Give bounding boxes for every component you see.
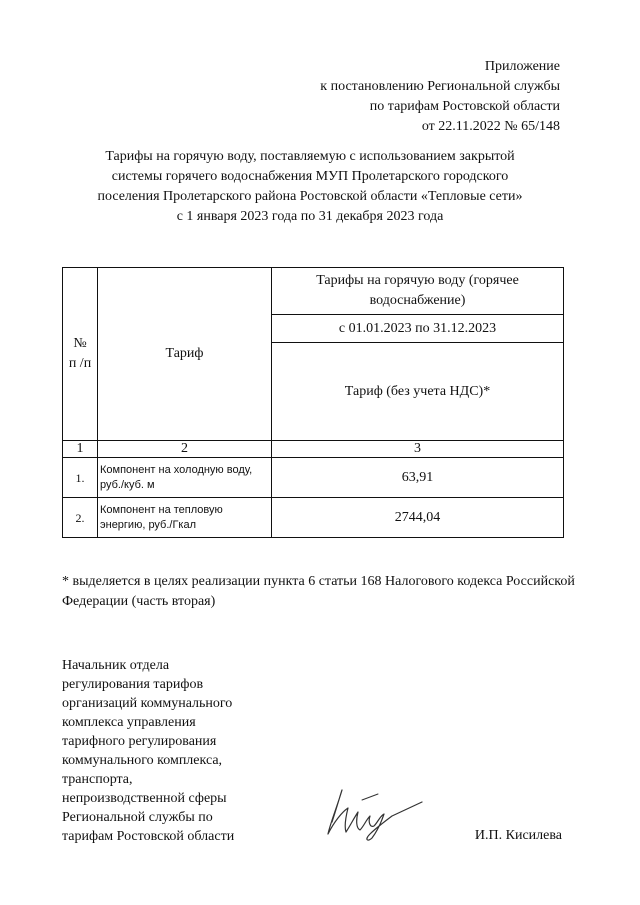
position-line: комплекса управления: [62, 715, 196, 730]
appendix-line: к постановлению Региональной службы: [320, 79, 560, 94]
footnote: * выделяется в целях реализации пункта 6 статьи 168 Налогового кодекса Российской Федерации (часть вторая): [62, 574, 575, 609]
title-line: Тарифы на горячую воду, поставляемую с использованием закрытой: [105, 149, 515, 164]
column-number: 1: [63, 441, 98, 458]
column-number-row: [63, 441, 564, 458]
table-header-row: [63, 268, 564, 315]
appendix-line: Приложение: [484, 59, 560, 74]
table-row: [63, 498, 564, 538]
position-line: тарифам Ростовской области: [62, 829, 235, 844]
position-line: Начальник отдела: [62, 658, 170, 673]
table-row: [63, 458, 564, 498]
tariff-table: [62, 267, 564, 538]
row-number: 1.: [63, 458, 98, 498]
position-line: транспорта,: [62, 772, 133, 787]
row-number: 2.: [63, 498, 98, 538]
position-line: коммунального комплекса,: [62, 753, 223, 768]
column-number: 3: [272, 441, 564, 458]
position-line: Региональной службы по: [62, 810, 213, 825]
tariff-no-vat-header: Тариф (без учета НДС)*: [272, 343, 564, 441]
num-column-header: [63, 268, 98, 441]
num-symbol: №: [73, 336, 87, 351]
handwritten-signature: [318, 782, 428, 844]
period-header: с 01.01.2023 по 31.12.2023: [272, 315, 564, 343]
position-line: непроизводственной сферы: [62, 791, 227, 806]
tariff-column-header: Тариф: [98, 268, 272, 441]
tariff-value: 2744,04: [272, 498, 564, 538]
component-name: Компонент на тепловую энергию, руб./Гкал: [98, 498, 272, 538]
hot-water-header: Тарифы на горячую воду (горячее водоснабжение): [272, 268, 564, 315]
position-line: регулирования тарифов: [62, 677, 204, 692]
title-line: поселения Пролетарского района Ростовской области «Тепловые сети»: [97, 189, 523, 204]
component-name: Компонент на холодную воду, руб./куб. м: [98, 458, 272, 498]
tariff-value: 63,91: [272, 458, 564, 498]
signer-name: И.П. Кисилева: [474, 828, 562, 843]
num-abbrev: п /п: [68, 356, 92, 371]
title-line: системы горячего водоснабжения МУП Пролетарского городского: [111, 169, 509, 184]
title-line: с 1 января 2023 года по 31 декабря 2023 года: [176, 209, 444, 224]
appendix-header: [160, 57, 560, 137]
document-title: [60, 147, 560, 227]
column-number: 2: [98, 441, 272, 458]
position-line: тарифного регулирования: [62, 734, 217, 749]
position-line: организаций коммунального: [62, 696, 233, 711]
signer-position: [62, 656, 292, 846]
appendix-line: по тарифам Ростовской области: [369, 99, 560, 114]
appendix-line: от 22.11.2022 № 65/148: [421, 119, 560, 134]
